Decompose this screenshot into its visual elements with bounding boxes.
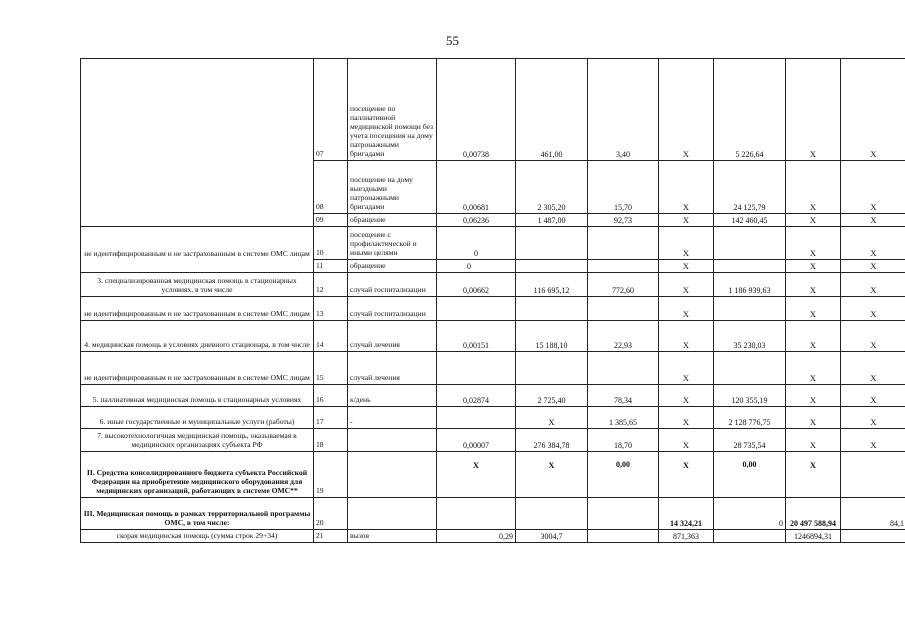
- cell-sum-oms: X: [786, 161, 841, 214]
- cell-row-number: 13: [314, 297, 348, 321]
- cell-unit: случай госпитализации: [348, 273, 437, 297]
- cell-cost: 2 725,40: [516, 385, 588, 407]
- cell-row-number: 21: [314, 530, 348, 543]
- cell-percent: X: [841, 214, 905, 227]
- cell-cost: 15 188,10: [516, 321, 588, 352]
- cell-unit: обращение: [348, 214, 437, 227]
- cell-percent: [841, 452, 905, 498]
- cell-oms: X: [659, 297, 714, 321]
- cell-percent: X: [841, 227, 905, 260]
- cell-row-number: 19: [314, 452, 348, 498]
- cell-oms: X: [659, 352, 714, 385]
- cell-cost: 3004,7: [516, 530, 588, 543]
- cell-row-number: 16: [314, 385, 348, 407]
- cell-sum-oms: X: [786, 59, 841, 161]
- cell-name: [81, 260, 314, 273]
- cell-oms: X: [659, 260, 714, 273]
- cell-name: 3. специализированная медицинская помощь в стационарных условиях, в том числе: [81, 273, 314, 297]
- cell-sum-oms: X: [786, 214, 841, 227]
- cell-volume: 0: [437, 227, 516, 260]
- cell-percent: X: [841, 407, 905, 429]
- cell-per-capita: 0,00: [588, 452, 659, 498]
- cell-sum: [714, 297, 786, 321]
- cell-row-number: 17: [314, 407, 348, 429]
- cell-per-capita: 1 385,65: [588, 407, 659, 429]
- cell-unit: посещение по паллиативной медицинской помощи без учета посещения на дому патронажными бригадами: [348, 59, 437, 161]
- cell-percent: X: [841, 59, 905, 161]
- cell-cost: [516, 297, 588, 321]
- cell-oms: X: [659, 407, 714, 429]
- cell-percent: X: [841, 321, 905, 352]
- cell-volume: [437, 498, 516, 530]
- cell-percent: X: [841, 161, 905, 214]
- table-row: [81, 407, 905, 429]
- table-row: [81, 214, 905, 227]
- cell-volume: 0,00738: [437, 59, 516, 161]
- table-row: [81, 452, 905, 498]
- cell-name: 4. медицинская помощь в условиях дневного стационара, в том числе: [81, 321, 314, 352]
- cell-per-capita: 78,34: [588, 385, 659, 407]
- cell-oms: X: [659, 59, 714, 161]
- cell-unit: [348, 429, 437, 452]
- cell-row-number: 18: [314, 429, 348, 452]
- cell-cost: 116 695,12: [516, 273, 588, 297]
- cell-per-capita: [588, 352, 659, 385]
- cell-sum: 1 186 939,63: [714, 273, 786, 297]
- cell-sum-oms: X: [786, 227, 841, 260]
- cell-sum-oms: X: [786, 407, 841, 429]
- cell-volume: 0,00151: [437, 321, 516, 352]
- cell-cost: 461,00: [516, 59, 588, 161]
- cell-percent: [841, 530, 905, 543]
- cell-percent: X: [841, 273, 905, 297]
- cell-oms: 871,363: [659, 530, 714, 543]
- cell-name: II. Средства консолидированного бюджета субъекта Российской Федерации на приобретение медицинского оборудования для медицинских организаций, работающих в системе ОМС**: [81, 452, 314, 498]
- cell-per-capita: 18,70: [588, 429, 659, 452]
- cell-name: [81, 59, 314, 161]
- cell-oms: X: [659, 452, 714, 498]
- cell-volume: 0,29: [437, 530, 516, 543]
- cell-volume: 0,06236: [437, 214, 516, 227]
- cell-volume: 0: [437, 260, 516, 273]
- cell-name: 7. высокотехнологичная медицинская помощь, оказываемая в медицинских организациях субъекта РФ: [81, 429, 314, 452]
- cell-unit: [348, 498, 437, 530]
- cell-sum-oms: X: [786, 260, 841, 273]
- cell-cost: [516, 260, 588, 273]
- cell-sum: 0,00: [714, 452, 786, 498]
- cell-oms: X: [659, 321, 714, 352]
- cell-name: не идентифицированным и не застрахованным в системе ОМС лицам: [81, 352, 314, 385]
- cell-name: не идентифицированным и не застрахованным в системе ОМС лицам: [81, 227, 314, 260]
- cell-unit: [348, 452, 437, 498]
- cell-unit: случай лечения: [348, 352, 437, 385]
- cell-volume: 0,00681: [437, 161, 516, 214]
- cell-per-capita: [588, 498, 659, 530]
- cell-per-capita: 15,70: [588, 161, 659, 214]
- cell-sum: 5 226,64: [714, 59, 786, 161]
- cell-unit: -: [348, 407, 437, 429]
- cell-name: не идентифицированным и не застрахованным в системе ОМС лицам: [81, 297, 314, 321]
- cell-unit: обращение: [348, 260, 437, 273]
- table-row: [81, 385, 905, 407]
- cell-sum-oms: X: [786, 297, 841, 321]
- cell-sum-oms: X: [786, 385, 841, 407]
- cell-oms: 14 324,21: [659, 498, 714, 530]
- cell-volume: X: [437, 452, 516, 498]
- cell-per-capita: [588, 297, 659, 321]
- cell-unit: случай лечения: [348, 321, 437, 352]
- cell-row-number: 12: [314, 273, 348, 297]
- cell-percent: X: [841, 385, 905, 407]
- cell-oms: X: [659, 385, 714, 407]
- cell-unit: к/день: [348, 385, 437, 407]
- cell-unit: случай госпитализации: [348, 297, 437, 321]
- table-row: [81, 498, 905, 530]
- table-row: [81, 530, 905, 543]
- cell-percent: X: [841, 429, 905, 452]
- cell-sum: 142 460,45: [714, 214, 786, 227]
- cell-row-number: 10: [314, 227, 348, 260]
- cell-unit: вызов: [348, 530, 437, 543]
- cell-cost: X: [516, 407, 588, 429]
- table-row: [81, 59, 905, 161]
- cell-per-capita: [588, 260, 659, 273]
- cell-per-capita: [588, 227, 659, 260]
- cell-percent: 84,1: [841, 498, 905, 530]
- cell-per-capita: 92,73: [588, 214, 659, 227]
- table-row: [81, 227, 905, 260]
- cell-name: 6. иные государственные и муниципальные услуги (работы): [81, 407, 314, 429]
- table-row: [81, 273, 905, 297]
- cell-sum: 2 128 776,75: [714, 407, 786, 429]
- cell-cost: [516, 227, 588, 260]
- cell-name: 5. паллиативная медицинская помощь в стационарных условиях: [81, 385, 314, 407]
- cell-oms: X: [659, 429, 714, 452]
- cell-name: [81, 161, 314, 214]
- cell-volume: [437, 297, 516, 321]
- cell-sum-oms: 20 497 588,94: [786, 498, 841, 530]
- cell-volume: 0,02874: [437, 385, 516, 407]
- table-row: [81, 297, 905, 321]
- cell-sum: 0: [714, 498, 786, 530]
- table-row: [81, 321, 905, 352]
- cell-oms: X: [659, 161, 714, 214]
- cell-row-number: 20: [314, 498, 348, 530]
- cell-cost: 1 487,00: [516, 214, 588, 227]
- cell-sum-oms: X: [786, 273, 841, 297]
- cell-cost: [516, 498, 588, 530]
- cell-cost: [516, 352, 588, 385]
- cell-sum: [714, 227, 786, 260]
- cell-per-capita: 3,40: [588, 59, 659, 161]
- cell-percent: X: [841, 297, 905, 321]
- cell-per-capita: [588, 530, 659, 543]
- cell-sum-oms: X: [786, 352, 841, 385]
- cell-row-number: 14: [314, 321, 348, 352]
- cell-sum: 120 355,19: [714, 385, 786, 407]
- cell-oms: X: [659, 214, 714, 227]
- cell-sum-oms: X: [786, 429, 841, 452]
- table-row: [81, 352, 905, 385]
- table-row: [81, 429, 905, 452]
- cell-name: [81, 214, 314, 227]
- cell-sum: 28 735,54: [714, 429, 786, 452]
- cell-sum-oms: 1246894,31: [786, 530, 841, 543]
- cell-volume: 0,00662: [437, 273, 516, 297]
- cell-per-capita: 22,93: [588, 321, 659, 352]
- table-row: [81, 260, 905, 273]
- cell-unit: посещение на дому выездными патронажными бригадами: [348, 161, 437, 214]
- cell-sum: [714, 260, 786, 273]
- cell-name: III. Медицинская помощь в рамках территориальной программы ОМС, в том числе:: [81, 498, 314, 530]
- cell-percent: X: [841, 352, 905, 385]
- page-number: 55: [446, 33, 459, 48]
- cell-volume: [437, 407, 516, 429]
- cell-sum: 35 230,03: [714, 321, 786, 352]
- cell-name: скорая медицинская помощь (сумма строк 29+34): [81, 530, 314, 543]
- cell-row-number: 15: [314, 352, 348, 385]
- cell-volume: 0,00007: [437, 429, 516, 452]
- cell-oms: X: [659, 273, 714, 297]
- cell-volume: [437, 352, 516, 385]
- cell-unit: посещение с профилактической и иными целями: [348, 227, 437, 260]
- cell-sum: [714, 352, 786, 385]
- cell-sum-oms: X: [786, 321, 841, 352]
- cell-row-number: 08: [314, 161, 348, 214]
- cell-sum-oms: X: [786, 452, 841, 498]
- cell-row-number: 09: [314, 214, 348, 227]
- cell-sum: 24 125,79: [714, 161, 786, 214]
- cell-cost: X: [516, 452, 588, 498]
- cell-oms: X: [659, 227, 714, 260]
- cell-cost: 276 384,78: [516, 429, 588, 452]
- budget-table: [80, 58, 905, 543]
- table-row: [81, 161, 905, 214]
- cell-row-number: 07: [314, 59, 348, 161]
- cell-cost: 2 305,20: [516, 161, 588, 214]
- cell-percent: X: [841, 260, 905, 273]
- cell-row-number: 11: [314, 260, 348, 273]
- cell-sum: [714, 530, 786, 543]
- cell-per-capita: 772,60: [588, 273, 659, 297]
